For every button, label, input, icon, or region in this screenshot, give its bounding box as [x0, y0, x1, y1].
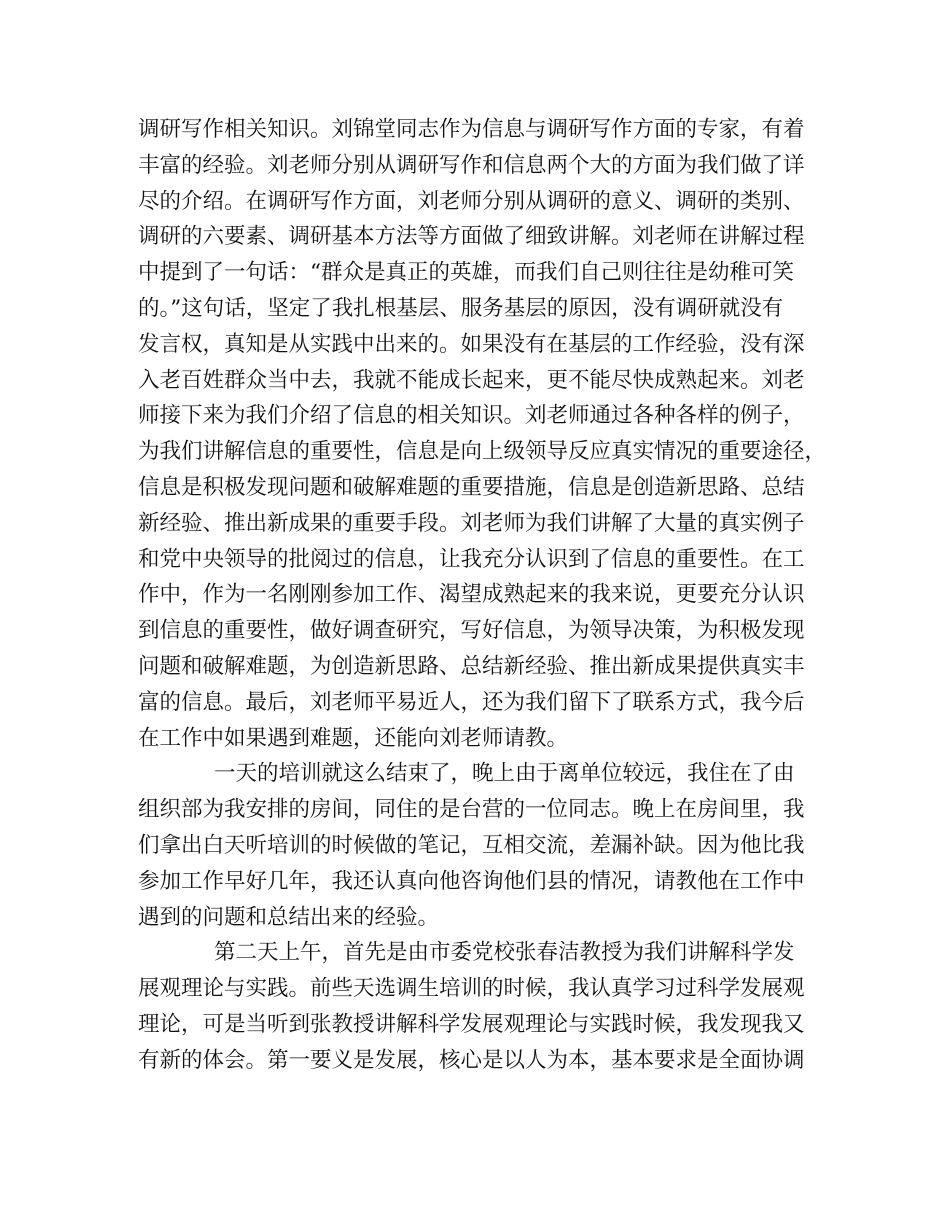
- paragraph-1: [138, 112, 828, 756]
- text-line: 新经验、推出新成果的重要手段。刘老师为我们讲解了大量的真实例子: [138, 510, 805, 536]
- text-line: 作中，作为一名刚刚参加工作、渴望成熟起来的我来说，更要充分认识: [138, 582, 805, 608]
- text-line: 丰富的经验。刘老师分别从调研写作和信息两个大的方面为我们做了详: [138, 152, 805, 178]
- text-line: 有新的体会。第一要义是发展，核心是以人为本，基本要求是全面协调: [138, 1047, 805, 1073]
- text-line: 发言权，真知是从实践中出来的。如果没有在基层的工作经验，没有深: [138, 331, 805, 357]
- text-line: 师接下来为我们介绍了信息的相关知识。刘老师通过各种各样的例子，: [138, 403, 805, 429]
- text-line: 遇到的问题和总结出来的经验。: [138, 904, 440, 930]
- document-body: [138, 112, 828, 1079]
- text-line: 们拿出白天听培训的时候做的笔记，互相交流，差漏补缺。因为他比我: [138, 832, 805, 858]
- text-line: 展观理论与实践。前些天选调生培训的时候，我认真学习过科学发展观: [138, 976, 805, 1002]
- text-line-indented: 第二天上午，首先是由市委党校张春洁教授为我们讲解科学发: [214, 940, 795, 966]
- text-line: 调研写作相关知识。刘锦堂同志作为信息与调研写作方面的专家，有着: [138, 117, 805, 142]
- text-line: 参加工作早好几年，我还认真向他咨询他们县的情况，请教他在工作中: [138, 868, 805, 894]
- text-line: 到信息的重要性，做好调查研究，写好信息，为领导决策，为积极发现: [138, 618, 805, 644]
- text-line: 富的信息。最后，刘老师平易近人，还为我们留下了联系方式，我今后: [138, 689, 805, 715]
- text-line: 信息是积极发现问题和破解难题的重要措施，信息是创造新思路、总结: [138, 474, 805, 500]
- text-line: 问题和破解难题，为创造新思路、总结新经验、推出新成果提供真实丰: [138, 653, 805, 679]
- text-line: 理论，可是当听到张教授讲解科学发展观理论与实践时候，我发现我又: [138, 1011, 805, 1037]
- text-line: 的。”这句话，坚定了我扎根基层、服务基层的原因，没有调研就没有: [138, 295, 784, 321]
- text-line: 调研的六要素、调研基本方法等方面做了细致讲解。刘老师在讲解过程: [138, 224, 805, 250]
- text-line-indented: 一天的培训就这么结束了，晚上由于离单位较远，我住在了由: [214, 761, 795, 787]
- text-line: 组织部为我安排的房间，同住的是台营的一位同志。晚上在房间里，我: [138, 797, 805, 823]
- text-line: 尽的介绍。在调研写作方面，刘老师分别从调研的意义、调研的类别、: [138, 188, 805, 214]
- paragraph-3: [138, 935, 828, 1078]
- text-line: 入老百姓群众当中去，我就不能成长起来，更不能尽快成熟起来。刘老: [138, 367, 805, 393]
- paragraph-2: [138, 756, 828, 935]
- text-line: 中提到了一句话：“群众是真正的英雄，而我们自己则往往是幼稚可笑: [138, 260, 794, 286]
- text-line: 在工作中如果遇到难题，还能向刘老师请教。: [138, 725, 569, 751]
- text-line: 和党中央领导的批阅过的信息，让我充分认识到了信息的重要性。在工: [138, 546, 805, 572]
- text-line: 为我们讲解信息的重要性，信息是向上级领导反应真实情况的重要途径，: [138, 439, 827, 465]
